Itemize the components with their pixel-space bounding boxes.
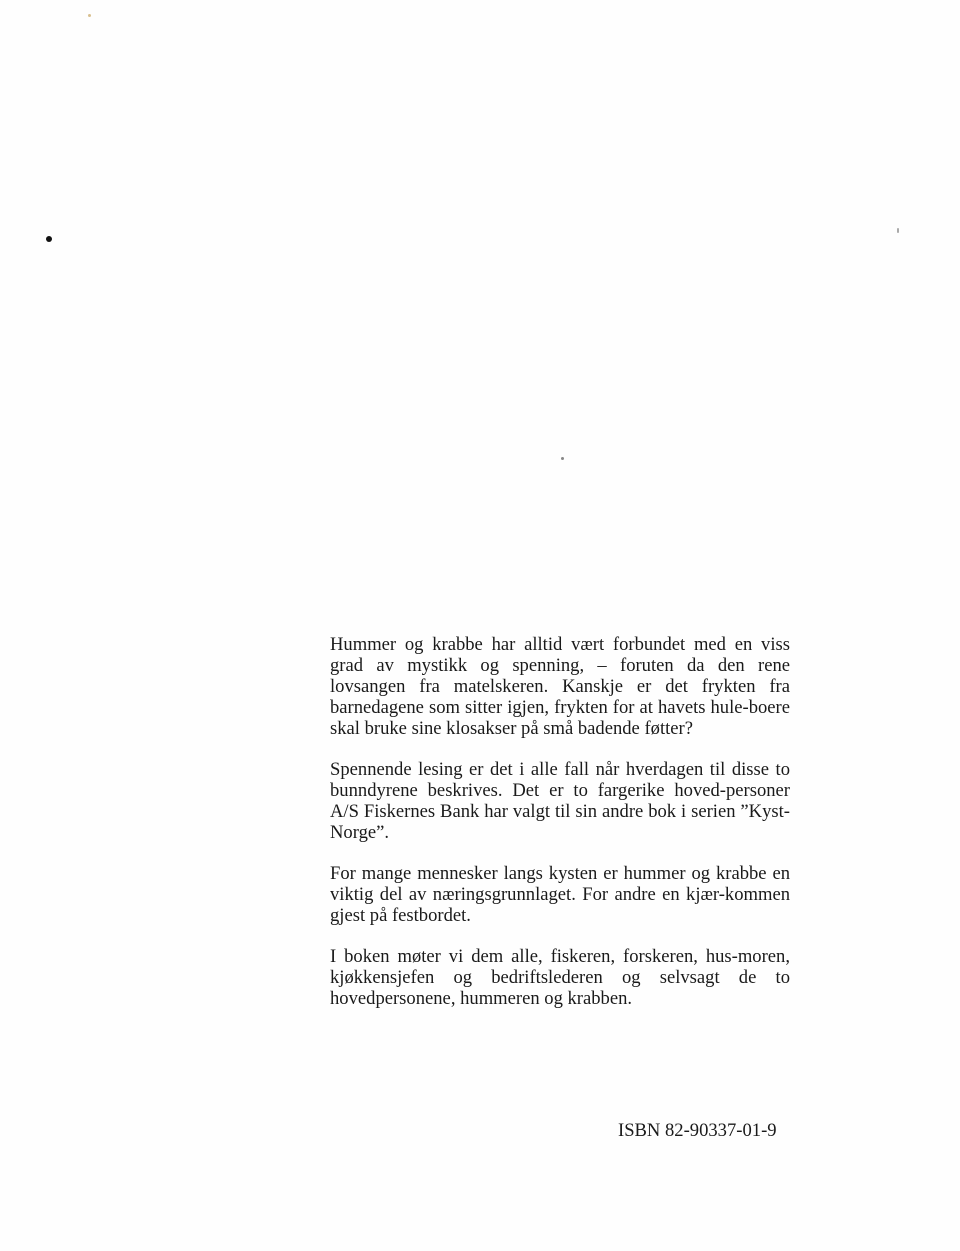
blurb-paragraph-1: Hummer og krabbe har alltid vært forbundet med en viss grad av mystikk og spenning, – foruten da den rene lovsangen fra matelskeren. Kanskje er det frykten fra barnedagene som sitter igjen, frykten for at havets hule-boere skal bruke sine klosakser på små badende føtter? (330, 634, 790, 739)
ink-speck (897, 228, 899, 233)
isbn-number: ISBN 82-90337-01-9 (618, 1120, 777, 1141)
blurb-text (330, 634, 790, 1029)
ink-speck (561, 457, 564, 460)
ink-speck (46, 236, 52, 242)
blurb-paragraph-3: For mange mennesker langs kysten er hummer og krabbe en viktig del av næringsgrunnlaget. For andre en kjær-kommen gjest på festbordet. (330, 863, 790, 926)
ink-speck (88, 14, 91, 17)
blurb-paragraph-2: Spennende lesing er det i alle fall når hverdagen til disse to bunndyrene beskrives. Det er to fargerike hoved-personer A/S Fiskernes Bank har valgt til sin andre bok i serien ”Kyst-Norge”. (330, 759, 790, 843)
blurb-paragraph-4: I boken møter vi dem alle, fiskeren, forskeren, hus-moren, kjøkkensjefen og bedriftslederen og selvsagt de to hovedpersonene, hummeren og krabben. (330, 946, 790, 1009)
